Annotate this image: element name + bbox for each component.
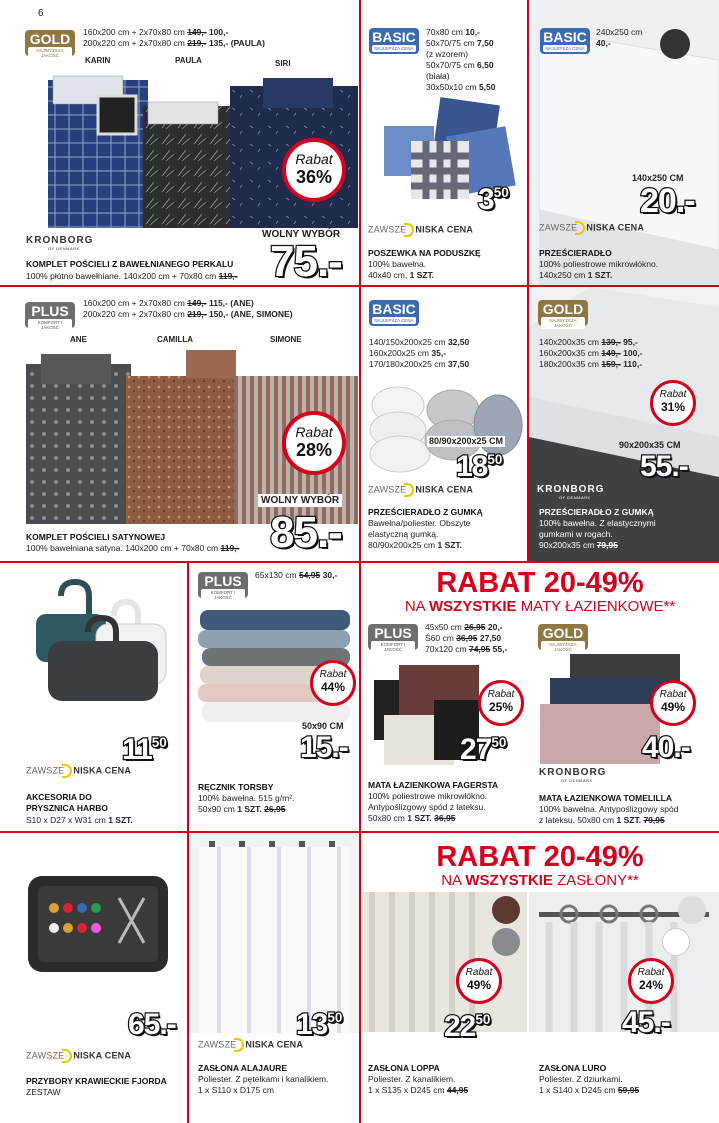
price-main: 13 — [296, 1008, 328, 1041]
brand-name: KRONBORG — [537, 484, 605, 495]
product-title: PRZEŚCIERADŁO Z GUMKĄ — [539, 507, 654, 517]
desc-text: 90x200x35 cm — [539, 540, 595, 550]
spec-list — [596, 27, 642, 49]
spec-list — [83, 298, 358, 320]
old-price: 159,- — [601, 359, 621, 369]
discount-value: 49% — [660, 700, 686, 714]
spec-list — [425, 622, 507, 655]
desc-text: 100% płótno bawełniane. 140x200 cm + 70x80 cm — [26, 271, 217, 281]
old-price: 26,95 — [264, 804, 286, 814]
product-desc — [26, 815, 133, 826]
color-swatch — [678, 896, 706, 924]
new-price: 100,- — [208, 27, 229, 37]
spec-price: 37,50 — [447, 359, 470, 369]
badge-label: GOLD — [542, 625, 584, 641]
discount-badge — [310, 660, 356, 706]
price-cents: 50 — [491, 734, 507, 750]
gold-badge — [25, 30, 75, 56]
old-price: 74,95 — [468, 644, 491, 654]
desc-text: Poliester. Z dziurkami. — [539, 1074, 623, 1084]
badge-sub: NAJWYŻSZA JAKOŚĆ — [541, 317, 585, 329]
price-main: 11 — [122, 733, 152, 766]
discount-value: 49% — [466, 978, 492, 992]
badge-sub: NAJLEPSZA CENA — [372, 45, 416, 52]
brand-name: KRONBORG — [26, 235, 94, 246]
logo-text: NISKA CENA — [245, 1039, 304, 1050]
caddy-image — [26, 576, 176, 716]
new-price: 55,- — [492, 644, 508, 654]
basic-badge — [369, 28, 419, 54]
price-cents: 50 — [487, 451, 503, 467]
desc-text: 100% poliestrowe mikrowłókno. — [539, 259, 659, 269]
brand-name: KRONBORG — [539, 767, 607, 778]
product-desc — [368, 259, 434, 281]
logo-text: NISKA CENA — [73, 1050, 132, 1061]
badge-sub: KOMFORT I JAKOŚĆ — [371, 641, 415, 653]
promo-subtitle: NA — [441, 872, 462, 889]
desc-text: z lateksu. 50x80 cm — [539, 815, 615, 825]
always-low-price-logo — [26, 764, 131, 778]
discount-value: 31% — [660, 400, 686, 414]
logo-text: ZAWSZE — [26, 765, 65, 776]
spec-price: 5,50 — [478, 82, 496, 92]
variant-name: PAULA — [175, 56, 202, 65]
discount-badge — [650, 680, 696, 726]
promo-title: RABAT 20-49% — [436, 567, 644, 599]
discount-label: Rabat — [487, 689, 515, 700]
old-price: 119,- — [218, 271, 238, 281]
spec-size: 70x120 cm — [425, 644, 467, 654]
desc-text: 1 x S135 x D245 cm — [368, 1085, 445, 1095]
variant-name: CAMILLA — [157, 335, 193, 344]
desc-text: Poliester. Z pętelkami i kanalikiem. — [198, 1074, 329, 1084]
old-price: 149,- — [187, 298, 207, 308]
always-low-price-logo — [539, 221, 644, 235]
spec-size: 200x220 cm + 2x70x80 cm — [83, 38, 185, 48]
brand-sub: OF DENMARK — [559, 495, 591, 500]
discount-badge — [456, 958, 502, 1004]
spec-size: 70x80 cm — [426, 27, 463, 37]
product-desc — [198, 793, 294, 815]
basic-badge — [369, 300, 419, 326]
grid-line — [0, 561, 719, 563]
bath-mats-promo-header — [361, 568, 719, 615]
product-desc — [198, 1074, 328, 1096]
badge-label: PLUS — [31, 303, 69, 319]
price-cents: 50 — [327, 1009, 343, 1025]
spec-size: 140x200x35 cm — [539, 337, 600, 347]
discount-label: Rabat — [295, 424, 333, 440]
price-main: 27 — [460, 733, 492, 766]
desc-text: 100% bawełna. 515 g/m². — [198, 793, 295, 803]
spec-size: 160x200x35 cm — [539, 348, 600, 358]
old-price: 54,95 — [298, 570, 321, 580]
product-desc: ZESTAW — [26, 1087, 61, 1097]
price: 65.- — [128, 1008, 176, 1041]
new-price: 110,- — [623, 359, 643, 369]
discount-value: 28% — [295, 440, 333, 460]
product-desc — [368, 518, 471, 551]
promo-title: RABAT 20-49% — [436, 841, 644, 873]
new-price: 100,- — [623, 348, 643, 358]
product-title: MATA ŁAZIENKOWA FAGERSTA — [368, 780, 499, 790]
discount-badge — [650, 380, 696, 426]
spec-price: 35,- — [431, 348, 447, 358]
always-low-price-logo — [368, 223, 473, 237]
badge-sub: KOMFORT I JAKOŚĆ — [201, 589, 245, 601]
product-desc — [26, 543, 239, 554]
size-label: 50x90 CM — [302, 721, 344, 731]
page-number: 6 — [38, 8, 44, 19]
spec-size: 160x200 cm + 2x70x80 cm — [83, 298, 185, 308]
new-price: 20,- — [487, 622, 503, 632]
product-desc — [539, 804, 678, 826]
badge-label: GOLD — [542, 301, 584, 317]
desc-text: 100% bawełniana satyna. 140x200 cm + 70x80 cm — [26, 543, 219, 553]
spec-price: 7,50 — [477, 38, 494, 48]
logo-text: NISKA CENA — [586, 222, 645, 233]
spec-size: (z wzorem) — [426, 49, 469, 59]
discount-value: 24% — [638, 978, 664, 992]
logo-text: ZAWSZE — [198, 1039, 237, 1050]
product-title: ZASŁONA LURO — [539, 1063, 607, 1073]
logo-text: ZAWSZE — [26, 1050, 65, 1061]
badge-label: PLUS — [204, 573, 242, 589]
desc-qty: 1 SZT. — [587, 270, 613, 280]
new-price: 135,- (PAULA) — [208, 38, 265, 48]
discount-value: 44% — [320, 680, 346, 694]
desc-text: 1 x S140 x D245 cm — [539, 1085, 616, 1095]
discount-badge — [628, 958, 674, 1004]
product-title: PRZYBORY KRAWIECKIE FJORDA — [26, 1076, 167, 1086]
old-price: 79,95 — [643, 815, 665, 825]
old-price: 44,95 — [446, 1085, 469, 1095]
spec-size: 45x50 cm — [425, 622, 462, 632]
plus-badge — [198, 572, 248, 598]
size-label: 90x200x35 CM — [619, 440, 681, 450]
badge-label: PLUS — [374, 625, 412, 641]
price-main: 22 — [444, 1010, 476, 1043]
promo-subtitle-bold: WSZYSTKIE — [429, 598, 517, 615]
kronborg-logo — [26, 235, 93, 251]
new-price: 115,- (ANE) — [208, 298, 254, 308]
product-desc — [368, 791, 487, 824]
badge-label: BASIC — [372, 29, 416, 45]
logo-text: ZAWSZE — [539, 222, 578, 233]
spec-size: 160x200x25 cm — [369, 348, 430, 358]
spec-size: 140/150x200x25 cm — [369, 337, 446, 347]
sewing-kit-image — [24, 868, 174, 978]
discount-badge — [282, 138, 346, 202]
price-cents: 50 — [475, 1011, 491, 1027]
desc-text: 1 x S110 x D175 cm — [198, 1085, 274, 1095]
discount-label: Rabat — [637, 967, 665, 978]
old-price: 219,- — [187, 309, 207, 319]
discount-badge — [478, 680, 524, 726]
desc-text: gumkami w rogach. — [539, 529, 613, 539]
color-swatch — [660, 29, 690, 59]
spec-price: 40,- — [596, 38, 611, 48]
promo-subtitle: ZASŁONY** — [557, 872, 639, 889]
old-price: 149,- — [601, 348, 621, 358]
badge-label: BASIC — [372, 301, 416, 317]
product-title: ZASŁONA ALAJAURE — [198, 1063, 288, 1073]
product-desc — [26, 271, 237, 282]
logo-text: NISKA CENA — [415, 484, 474, 495]
brand-sub: OF DENMARK — [561, 778, 593, 783]
spec-list — [83, 27, 358, 49]
desc-text: S10 x D27 x W31 cm — [26, 815, 106, 825]
spec-size: (biała) — [426, 71, 450, 81]
desc-text: 100% bawełna. — [368, 259, 427, 269]
desc-qty: 1 SZT. — [616, 815, 642, 825]
free-choice-label: WOLNY WYBÓR — [262, 229, 341, 240]
badge-label: BASIC — [543, 29, 587, 45]
price-main: 3 — [478, 183, 494, 216]
color-swatch — [662, 928, 690, 956]
desc-text: Poliester. Z kanalikiem. — [368, 1074, 456, 1084]
price-cents: 50 — [151, 734, 167, 750]
discount-badge — [282, 411, 346, 475]
product-title: PRZEŚCIERADŁO Z GUMKĄ — [368, 507, 483, 517]
discount-value: 25% — [488, 700, 514, 714]
price: 45.- — [622, 1006, 670, 1039]
price — [478, 183, 509, 217]
spec-price: 6,50 — [477, 60, 494, 70]
title-line: AKCESORIA DO — [26, 792, 92, 802]
price — [122, 733, 167, 767]
spec-list — [426, 27, 526, 93]
old-price: 79,95 — [596, 540, 618, 550]
discount-label: Rabat — [295, 151, 333, 167]
curtains-promo-header — [361, 842, 719, 889]
product-title: PRZEŚCIERADŁO — [539, 248, 612, 258]
desc-text: Antypoślizgowy spód z lateksu. — [368, 802, 486, 812]
price-main: 18 — [456, 450, 488, 483]
always-low-price-logo — [26, 1049, 131, 1063]
new-price: 95,- — [623, 337, 638, 347]
desc-text: 50x80 cm — [368, 813, 405, 823]
badge-sub: NAJLEPSZA CENA — [372, 317, 416, 324]
curtain-image — [189, 833, 359, 1033]
discount-label: Rabat — [319, 669, 347, 680]
basic-badge — [540, 28, 590, 54]
always-low-price-logo — [368, 483, 473, 497]
spec-size: 50x70/75 cm — [426, 38, 475, 48]
grid-line — [0, 831, 719, 833]
product-title: KOMPLET POŚCIELI Z BAWEŁNIANEGO PERKALU — [26, 259, 234, 269]
product-title: RĘCZNIK TORSBY — [198, 782, 274, 792]
new-price: 30,- — [322, 570, 338, 580]
badge-sub: NAJWYŻSZA JAKOŚĆ — [28, 47, 72, 59]
product-title: KOMPLET POŚCIELI SATYNOWEJ — [26, 532, 166, 542]
old-price: 36,95 — [456, 633, 478, 643]
desc-text: 100% bawełna. Antypoślizgowy spód — [539, 804, 679, 814]
badge-sub: NAJLEPSZA CENA — [543, 45, 587, 52]
promo-subtitle-bold: WSZYSTKIE — [465, 872, 553, 889]
product-desc — [368, 1074, 468, 1096]
desc-qty: 1 SZT. — [437, 540, 463, 550]
always-low-price-logo — [198, 1038, 303, 1052]
badge-label: GOLD — [29, 31, 71, 47]
spec-size: 50x70/75 cm — [426, 60, 475, 70]
old-price: 219,- — [187, 38, 207, 48]
old-price: 119,- — [220, 543, 240, 553]
variant-name: SIRI — [275, 59, 291, 68]
size-label: 140x250 CM — [632, 173, 684, 183]
product-title: POSZEWKA NA PODUSZKĘ — [368, 248, 481, 258]
desc-text: Bawełna/poliester. Obszyte — [368, 518, 471, 528]
logo-text: ZAWSZE — [368, 484, 407, 495]
plus-badge — [368, 624, 418, 650]
price: 75.- — [270, 237, 342, 286]
variant-name: SIMONE — [270, 335, 302, 344]
price: 40.- — [642, 731, 690, 764]
desc-qty: 1 SZT. — [409, 270, 435, 280]
desc-qty: 1 SZT. — [237, 804, 262, 814]
variant-name: KARIN — [85, 56, 111, 65]
old-price: 59,95 — [617, 1085, 640, 1095]
product-title: ZASŁONA LOPPA — [368, 1063, 440, 1073]
spec-size: 170/180x200x25 cm — [369, 359, 446, 369]
desc-qty: 1 SZT. — [108, 815, 133, 825]
size-label: 80/90x200x25 CM — [429, 436, 504, 446]
price: 55.- — [640, 450, 688, 483]
variant-name: ANE — [70, 335, 87, 344]
spec-size: Ś60 cm — [425, 633, 454, 643]
discount-label: Rabat — [465, 967, 493, 978]
price: 20.- — [640, 182, 695, 220]
price: 85.- — [270, 508, 342, 557]
promo-subtitle: NA — [404, 598, 425, 615]
old-price: 26,95 — [464, 622, 486, 632]
plus-badge — [25, 302, 75, 328]
logo-text: ZAWSZE — [368, 224, 407, 235]
desc-text: 140x250 cm — [539, 270, 586, 280]
product-desc — [539, 518, 656, 551]
old-price: 36,95 — [434, 813, 456, 823]
spec-price: 32,50 — [447, 337, 470, 347]
price: 15.- — [300, 731, 348, 764]
desc-text: 100% bawełna. Z elastycznymi — [539, 518, 656, 528]
spec-size: 200x220 cm + 2x70x80 cm — [83, 309, 185, 319]
new-price: 150,- (ANE, SIMONE) — [208, 309, 293, 319]
kronborg-logo — [539, 767, 606, 783]
spec-list — [539, 337, 643, 370]
old-price: 149,- — [187, 27, 207, 37]
kronborg-logo — [537, 484, 604, 500]
price-cents: 50 — [493, 184, 509, 200]
spec-list — [369, 337, 469, 370]
gold-badge — [538, 300, 588, 326]
product-title — [26, 792, 108, 814]
desc-text: 40x40 cm, — [368, 270, 408, 280]
color-swatch — [492, 928, 520, 956]
desc-text: 80/90x200x25 cm — [368, 540, 436, 550]
desc-text: 50x90 cm — [198, 804, 235, 814]
logo-text: NISKA CENA — [73, 765, 132, 776]
discount-value: 36% — [295, 167, 333, 187]
discount-label: Rabat — [659, 689, 687, 700]
discount-label: Rabat — [659, 389, 687, 400]
price — [460, 733, 506, 767]
free-choice-label: WOLNY WYBÓR — [258, 494, 342, 507]
spec-size: 30x50x10 cm — [426, 82, 477, 92]
spec-size: 65x130 cm — [255, 570, 297, 580]
spec-list — [255, 570, 337, 581]
price — [296, 1008, 342, 1042]
spec-size: 240x250 cm — [596, 27, 643, 37]
desc-text: elastyczną gumką. — [368, 529, 439, 539]
gold-badge — [538, 624, 588, 650]
product-desc — [539, 1074, 639, 1096]
promo-subtitle: MATY ŁAZIENKOWE** — [520, 598, 676, 615]
title-line: PRYSZNICA HARBO — [26, 803, 109, 813]
spec-size: 180x200x35 cm — [539, 359, 600, 369]
old-price: 139,- — [601, 337, 621, 347]
price — [444, 1010, 490, 1044]
desc-text: 100% poliestrowe mikrowłókno. — [368, 791, 488, 801]
color-swatch — [492, 896, 520, 924]
desc-qty: 1 SZT. — [407, 813, 432, 823]
product-title: MATA ŁAZIENKOWA TOMELILLA — [539, 793, 672, 803]
badge-sub: NAJWYŻSZA JAKOŚĆ — [541, 641, 585, 653]
spec-price: 10,- — [465, 27, 480, 37]
product-desc — [539, 259, 658, 281]
brand-sub: OF DENMARK — [48, 246, 80, 251]
spec-size: 160x200 cm + 2x70x80 cm — [83, 27, 185, 37]
logo-text: NISKA CENA — [415, 224, 474, 235]
new-price: 27,50 — [479, 633, 502, 643]
badge-sub: KOMFORT I JAKOŚĆ — [28, 319, 72, 331]
price — [456, 450, 502, 484]
